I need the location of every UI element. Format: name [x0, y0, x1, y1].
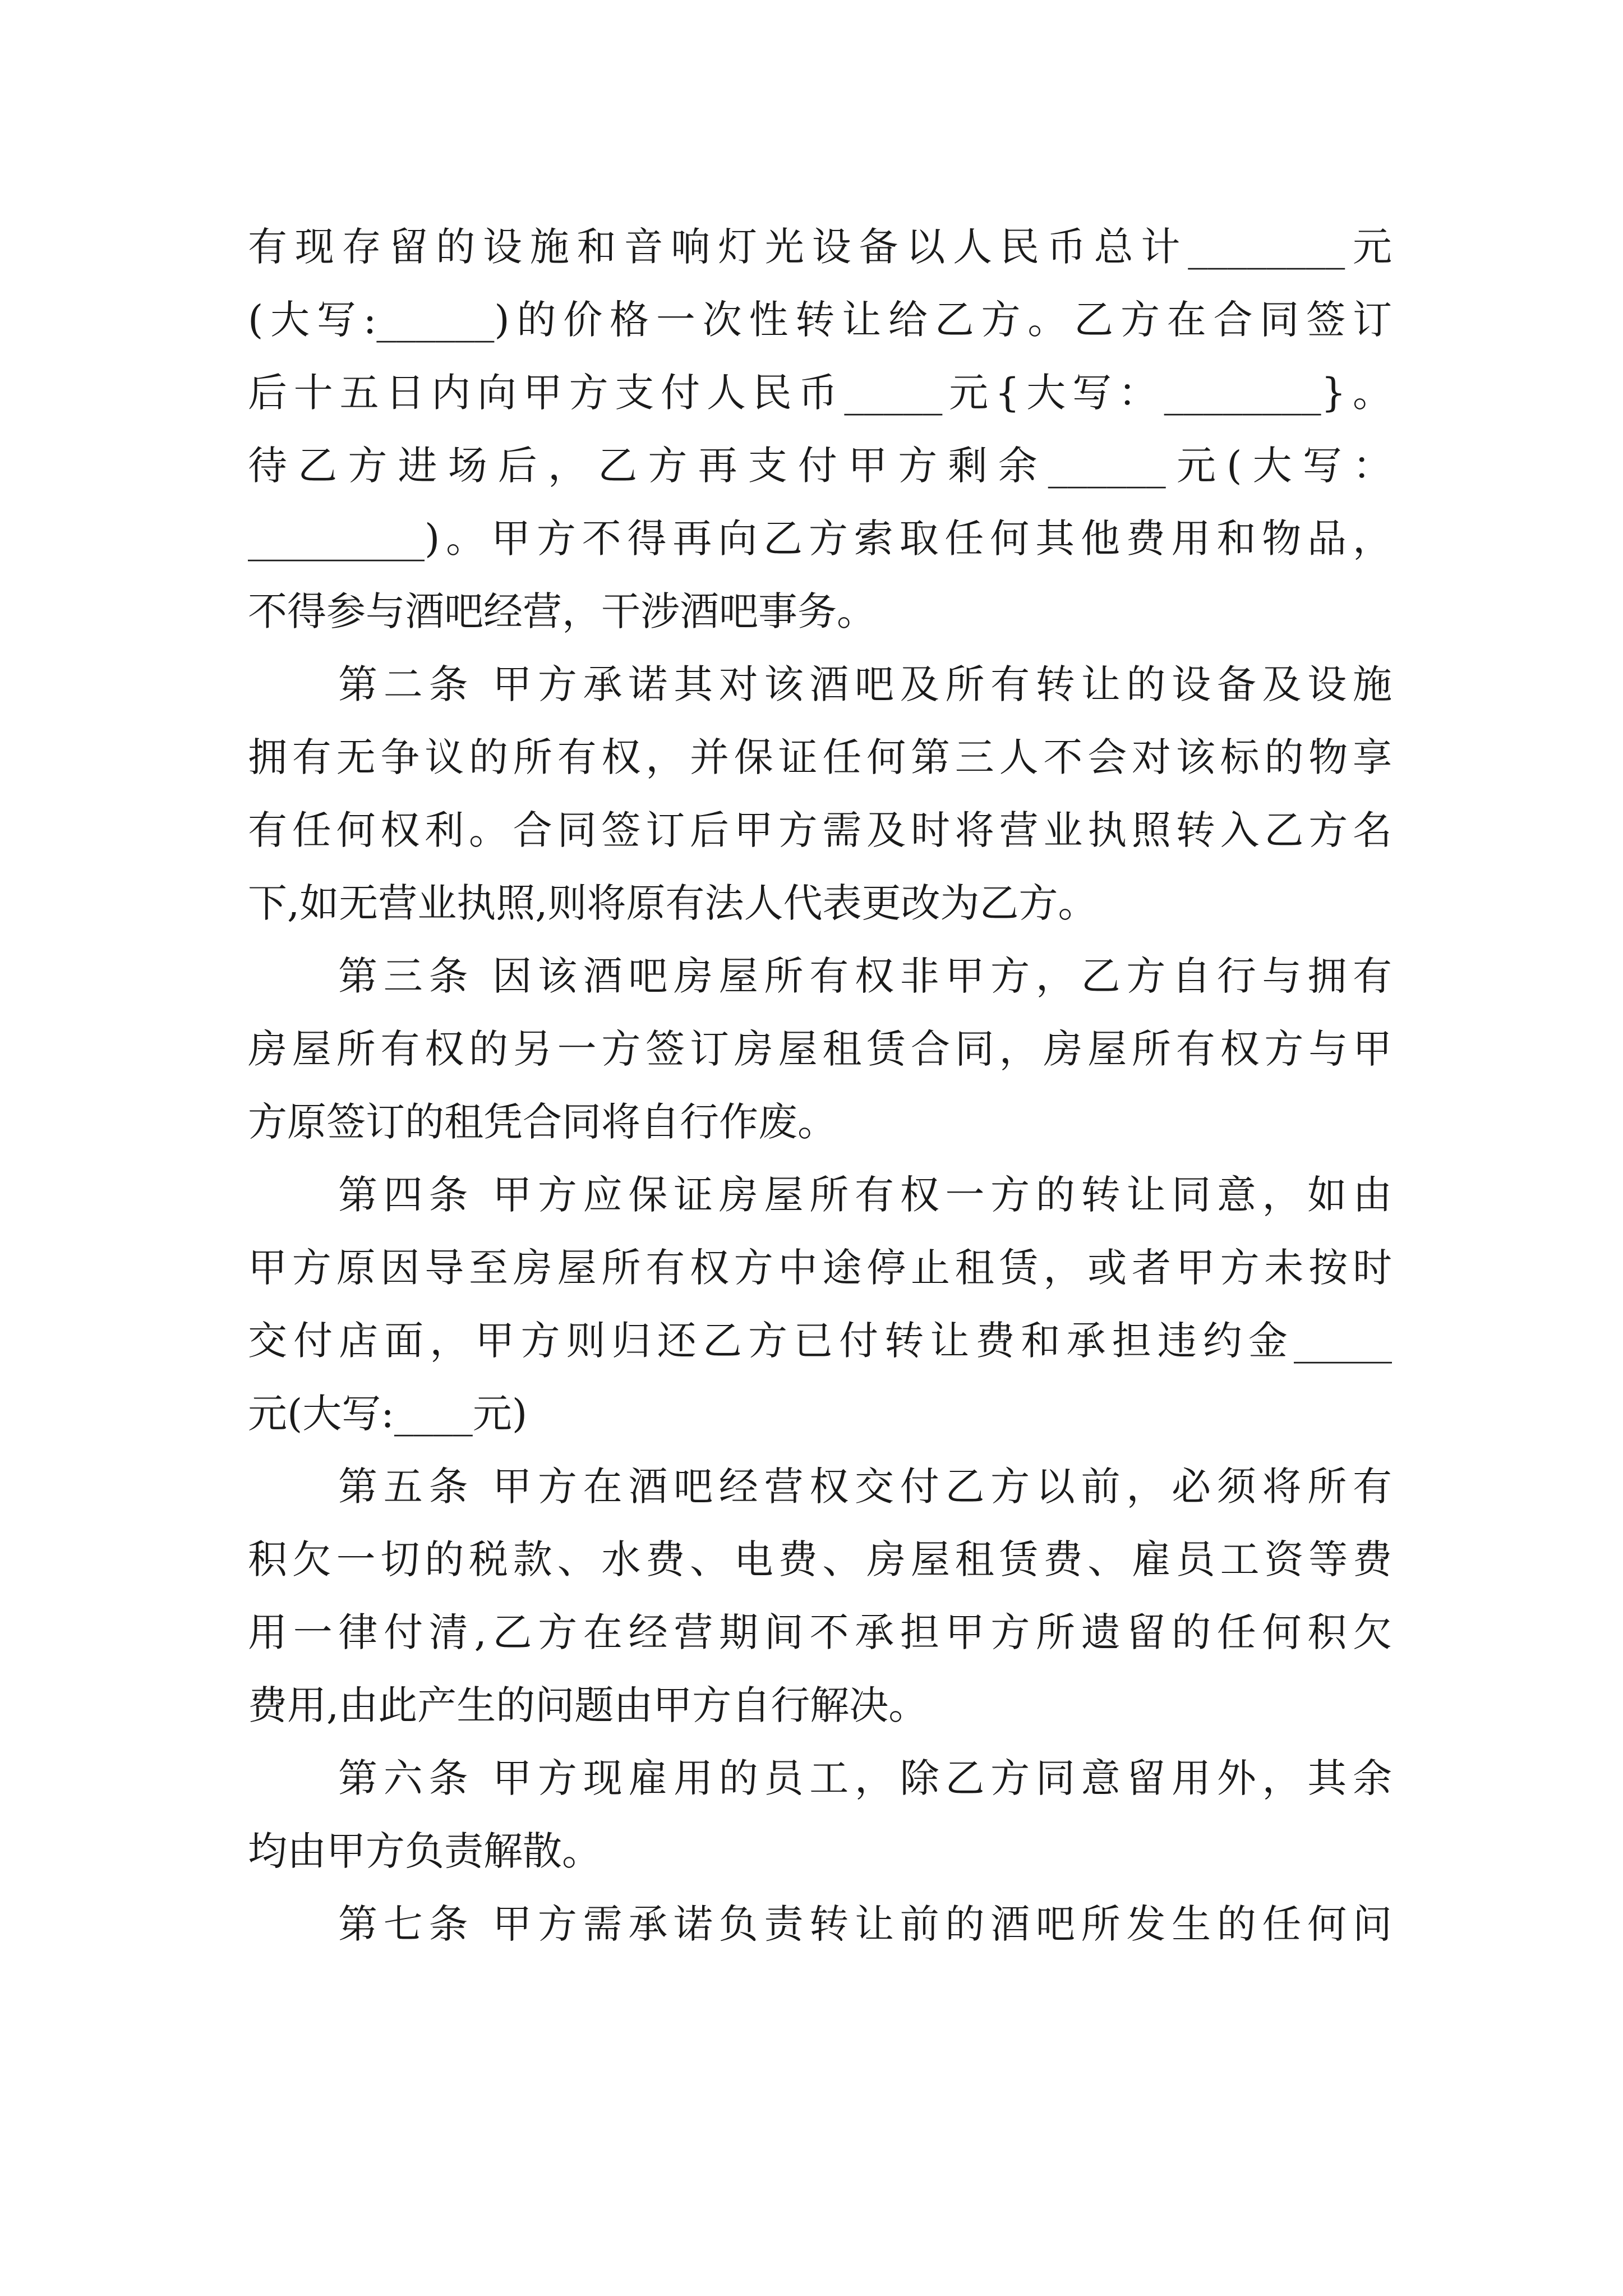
clause-2-heading-line: 第二条 甲方承诺其对该酒吧及所有转让的设备及设施	[338, 661, 1392, 707]
text-line: (大写:______)的价格一次性转让给乙方。乙方在合同签订	[248, 297, 1392, 343]
text-line: 费用,由此产生的问题由甲方自行解决。	[248, 1682, 928, 1728]
text-line: 不得参与酒吧经营，干涉酒吧事务。	[248, 588, 876, 634]
text-line: 用一律付清,乙方在经营期间不承担甲方所遗留的任何积欠	[248, 1609, 1392, 1655]
text-line: 有任何权利。合同签订后甲方需及时将营业执照转入乙方名	[248, 807, 1392, 853]
text-line: 有现存留的设施和音响灯光设备以人民币总计________元	[248, 224, 1392, 270]
text-line: 均由甲方负责解散。	[248, 1828, 601, 1874]
clause-5-heading-line: 第五条 甲方在酒吧经营权交付乙方以前，必须将所有	[338, 1464, 1392, 1510]
text-line: 交付店面，甲方则归还乙方已付转让费和承担违约金_____	[248, 1318, 1392, 1364]
clause-6-heading-line: 第六条 甲方现雇用的员工，除乙方同意留用外，其余	[338, 1755, 1392, 1801]
clause-7-heading-line: 第七条 甲方需承诺负责转让前的酒吧所发生的任何问	[338, 1901, 1392, 1947]
clause-3-heading-line: 第三条 因该酒吧房屋所有权非甲方，乙方自行与拥有	[338, 953, 1392, 999]
text-line: 房屋所有权的另一方签订房屋租赁合同，房屋所有权方与甲	[248, 1026, 1392, 1072]
text-line: 下,如无营业执照,则将原有法人代表更改为乙方。	[248, 880, 1098, 926]
text-line: 拥有无争议的所有权，并保证任何第三人不会对该标的物享	[248, 734, 1392, 780]
text-line: 元(大写:____元)	[248, 1391, 528, 1437]
text-line: 积欠一切的税款、水费、电费、房屋租赁费、雇员工资等费	[248, 1536, 1392, 1582]
text-line: _________)。甲方不得再向乙方索取任何其他费用和物品，	[248, 516, 1392, 562]
clause-4-heading-line: 第四条 甲方应保证房屋所有权一方的转让同意，如由	[338, 1172, 1392, 1218]
text-line: 后十五日内向甲方支付人民币_____元{大写：________}。	[248, 370, 1392, 416]
text-line: 待乙方进场后，乙方再支付甲方剩余______元(大写：	[248, 443, 1392, 489]
text-line: 方原签订的租凭合同将自行作废。	[248, 1099, 837, 1145]
text-line: 甲方原因导至房屋所有权方中途停止租赁，或者甲方未按时	[248, 1245, 1392, 1291]
